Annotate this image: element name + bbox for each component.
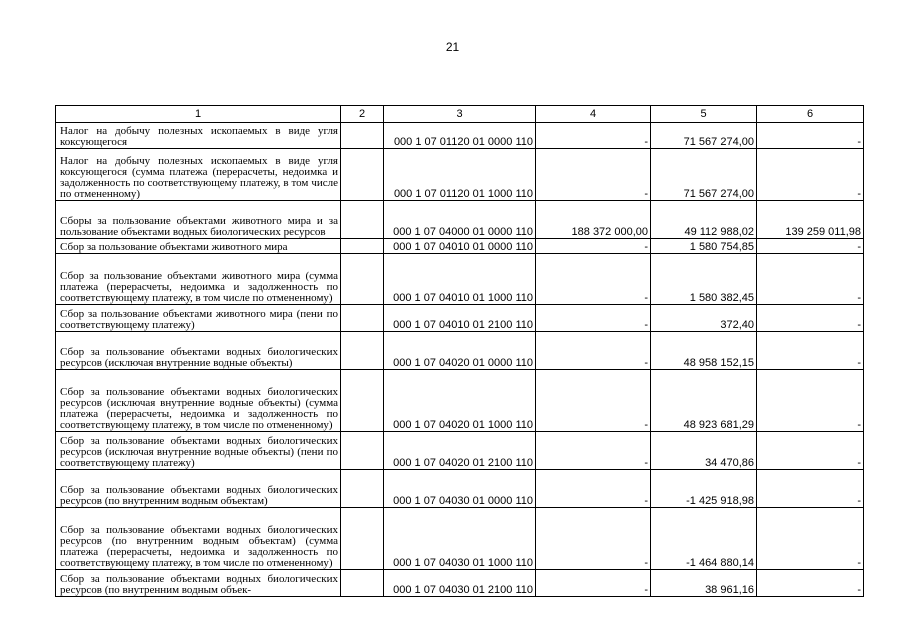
row-col4: 188 372 000,00 — [536, 201, 651, 239]
row-col5: -1 464 880,14 — [651, 508, 757, 570]
row-name: Сбор за пользование объектами водных биологических ресурсов (по внутренним водным объектам) — [56, 470, 341, 508]
row-col5: 71 567 274,00 — [651, 149, 757, 201]
row-col5: 38 961,16 — [651, 570, 757, 597]
table-row — [56, 432, 864, 470]
row-col5: 48 923 681,29 — [651, 370, 757, 432]
row-col5: 71 567 274,00 — [651, 123, 757, 149]
row-code: 000 1 07 04030 01 0000 110 — [384, 470, 536, 508]
revenue-table — [55, 105, 864, 597]
table-row — [56, 470, 864, 508]
row-col2 — [341, 201, 384, 239]
row-col4: - — [536, 570, 651, 597]
table-row — [56, 201, 864, 239]
row-code: 000 1 07 04000 01 0000 110 — [384, 201, 536, 239]
row-name: Налог на добычу полезных ископаемых в виде угля коксующегося (сумма платежа (перерасчеты, недоимка и задолженность по соответствующему платежу, в том числе по отмененному) — [56, 149, 341, 201]
row-col4: - — [536, 123, 651, 149]
row-name: Сборы за пользование объектами животного мира и за пользование объектами водных биологических ресурсов — [56, 201, 341, 239]
row-col6: - — [757, 332, 864, 370]
row-col5: 48 958 152,15 — [651, 332, 757, 370]
row-code: 000 1 07 04010 01 2100 110 — [384, 305, 536, 332]
row-col2 — [341, 570, 384, 597]
row-col2 — [341, 305, 384, 332]
row-col4: - — [536, 370, 651, 432]
row-col4: - — [536, 470, 651, 508]
header-cell: 4 — [536, 106, 651, 123]
row-col2 — [341, 254, 384, 305]
header-cell: 1 — [56, 106, 341, 123]
row-col4: - — [536, 254, 651, 305]
row-col6: - — [757, 254, 864, 305]
row-col6: - — [757, 570, 864, 597]
row-code: 000 1 07 04020 01 2100 110 — [384, 432, 536, 470]
row-code: 000 1 07 01120 01 1000 110 — [384, 149, 536, 201]
row-col6: - — [757, 305, 864, 332]
row-col6: - — [757, 149, 864, 201]
header-cell: 5 — [651, 106, 757, 123]
row-col6: - — [757, 123, 864, 149]
row-col4: - — [536, 149, 651, 201]
row-col5: 1 580 754,85 — [651, 239, 757, 254]
row-name: Сбор за пользование объектами водных биологических ресурсов (по внутренним водным объек- — [56, 570, 341, 597]
header-cell: 3 — [384, 106, 536, 123]
row-name: Сбор за пользование объектами животного мира (пени по соответствующему платежу) — [56, 305, 341, 332]
row-col5: -1 425 918,98 — [651, 470, 757, 508]
row-col6: - — [757, 432, 864, 470]
table-row — [56, 332, 864, 370]
row-col6: - — [757, 239, 864, 254]
table-row — [56, 239, 864, 254]
table-row — [56, 149, 864, 201]
row-col2 — [341, 432, 384, 470]
row-name: Сбор за пользование объектами животного мира — [56, 239, 341, 254]
row-col6: - — [757, 370, 864, 432]
row-col2 — [341, 123, 384, 149]
row-col4: - — [536, 305, 651, 332]
table-row — [56, 508, 864, 570]
table-header-row — [56, 106, 864, 123]
row-col4: - — [536, 332, 651, 370]
table-row — [56, 570, 864, 597]
table-row — [56, 305, 864, 332]
row-code: 000 1 07 01120 01 0000 110 — [384, 123, 536, 149]
row-code: 000 1 07 04010 01 1000 110 — [384, 254, 536, 305]
row-col6: - — [757, 508, 864, 570]
row-code: 000 1 07 04030 01 1000 110 — [384, 508, 536, 570]
row-name: Налог на добычу полезных ископаемых в виде угля коксующегося — [56, 123, 341, 149]
row-col4: - — [536, 432, 651, 470]
row-name: Сбор за пользование объектами водных биологических ресурсов (исключая внутренние водные объекты) — [56, 332, 341, 370]
row-col5: 1 580 382,45 — [651, 254, 757, 305]
row-name: Сбор за пользование объектами водных биологических ресурсов (исключая внутренние водные объекты) (сумма платежа (перерасчеты, недоимка и задолженность по соответствующему платежу, в том числе по отмененному) — [56, 370, 341, 432]
row-col5: 49 112 988,02 — [651, 201, 757, 239]
row-code: 000 1 07 04010 01 0000 110 — [384, 239, 536, 254]
row-col4: - — [536, 508, 651, 570]
row-col4: - — [536, 239, 651, 254]
row-col2 — [341, 149, 384, 201]
row-col2 — [341, 370, 384, 432]
table-row — [56, 123, 864, 149]
row-col6: 139 259 011,98 — [757, 201, 864, 239]
row-col2 — [341, 239, 384, 254]
row-name: Сбор за пользование объектами водных биологических ресурсов (исключая внутренние водные объекты) (пени по соответствующему платежу) — [56, 432, 341, 470]
row-name: Сбор за пользование объектами водных биологических ресурсов (по внутренним водным объектам) (сумма платежа (перерасчеты, недоимка и задолженность по соответствующему платежу, в том числе по отмененному) — [56, 508, 341, 570]
page-number: 21 — [445, 40, 460, 54]
header-cell: 2 — [341, 106, 384, 123]
table-row — [56, 254, 864, 305]
row-col2 — [341, 508, 384, 570]
row-col5: 372,40 — [651, 305, 757, 332]
row-col2 — [341, 332, 384, 370]
row-code: 000 1 07 04030 01 2100 110 — [384, 570, 536, 597]
row-col5: 34 470,86 — [651, 432, 757, 470]
table-row — [56, 370, 864, 432]
row-col6: - — [757, 470, 864, 508]
header-cell: 6 — [757, 106, 864, 123]
row-col2 — [341, 470, 384, 508]
row-code: 000 1 07 04020 01 1000 110 — [384, 370, 536, 432]
row-name: Сбор за пользование объектами животного мира (сумма платежа (перерасчеты, недоимка и задолженность по соответствующему платежу, в том числе по отмененному) — [56, 254, 341, 305]
row-code: 000 1 07 04020 01 0000 110 — [384, 332, 536, 370]
